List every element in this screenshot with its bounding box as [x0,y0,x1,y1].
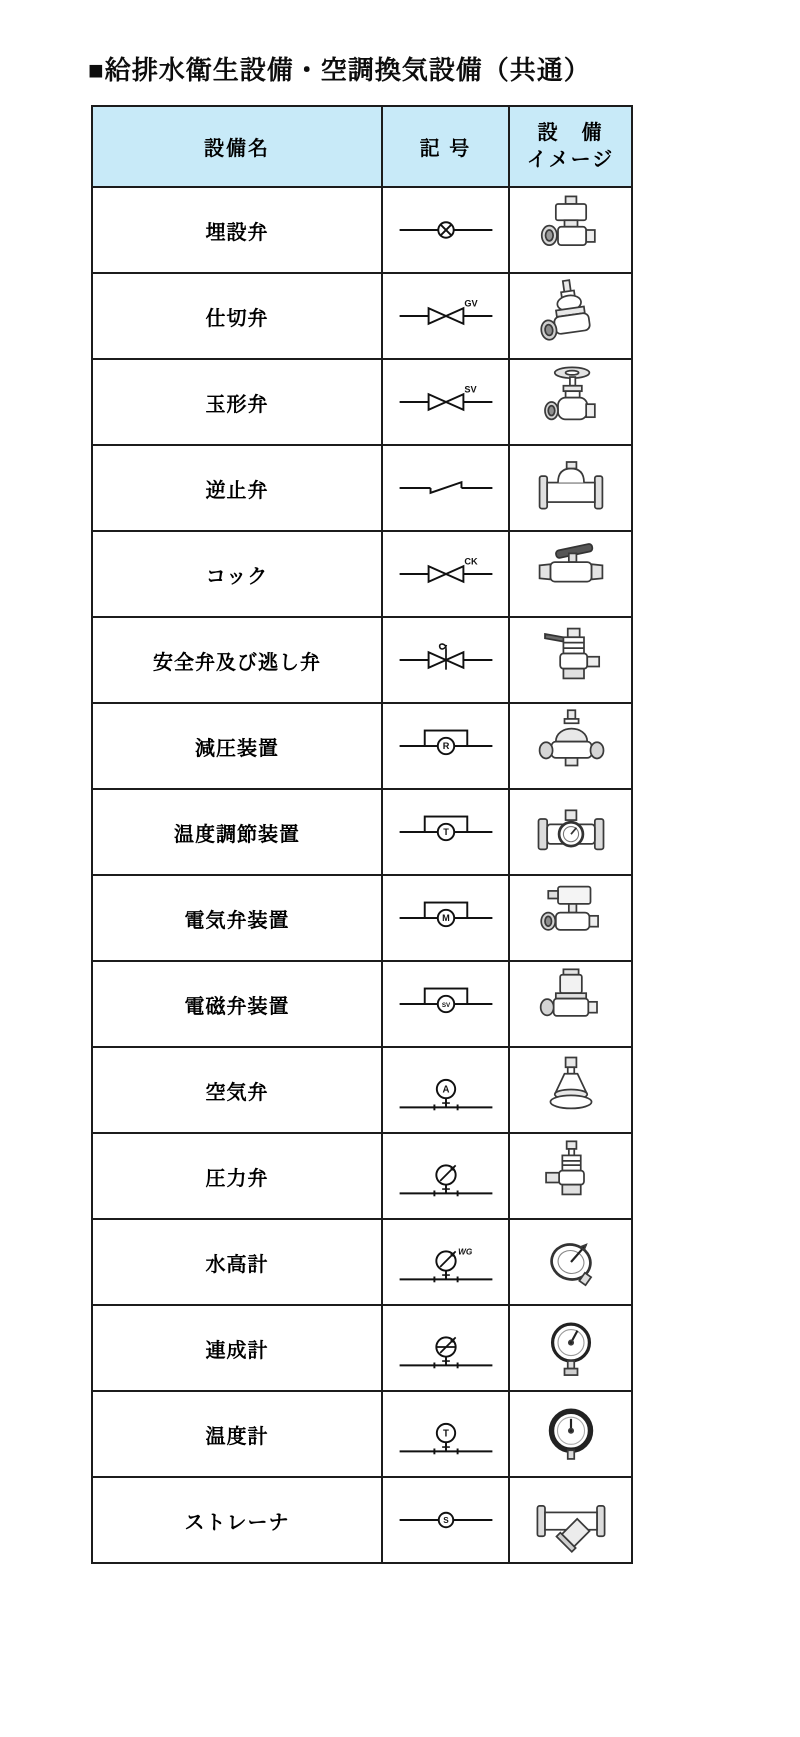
image-cell [509,1219,632,1305]
equipment-name: コック [92,531,382,617]
table-row [92,445,632,531]
bowtie-symbol-icon [388,285,504,347]
gauge-symbol-icon [388,1145,504,1207]
water-height-gauge-icon [532,1223,610,1301]
svg-text:T: T [442,1428,449,1440]
symbol-cell [382,961,509,1047]
pressure-valve-icon [532,1137,610,1215]
header-symbol: 記 号 [382,106,509,187]
symbol-cell [382,531,509,617]
symbol-cell [382,1219,509,1305]
image-cell [509,1305,632,1391]
equipment-symbol-table [91,105,633,1564]
boxed-circle-symbol-icon [388,715,504,777]
equipment-name: 電気弁装置 [92,875,382,961]
table-row [92,1219,632,1305]
table-row [92,187,632,273]
symbol-cell [382,359,509,445]
svg-text:GV: GV [463,298,478,309]
image-cell [509,961,632,1047]
symbol-cell [382,1047,509,1133]
boxed-circle-symbol-icon [388,801,504,863]
check-symbol-icon [388,457,504,519]
table-row [92,531,632,617]
air-valve-icon [532,1051,610,1129]
page-title: ■給排水衛生設備・空調換気設備（共通） [88,55,591,85]
image-cell [509,1477,632,1563]
header-equipment-name: 設備名 [92,106,382,187]
table-row [92,1133,632,1219]
equipment-name: 埋設弁 [92,187,382,273]
symbol-cell [382,789,509,875]
symbol-cell [382,703,509,789]
boxed-circle-symbol-icon [388,887,504,949]
pressure-reducing-valve-icon [532,707,610,785]
buried-valve-icon [532,191,610,269]
table-row [92,1047,632,1133]
image-cell [509,187,632,273]
svg-text:M: M [441,912,450,923]
boxed-circle-symbol-icon [388,973,504,1035]
table-row [92,789,632,875]
symbol-cell [382,875,509,961]
compound-gauge-icon [532,1309,610,1387]
table-row [92,961,632,1047]
symbol-cell [382,187,509,273]
svg-text:A: A [442,1084,449,1096]
table-row [92,1305,632,1391]
table-row [92,359,632,445]
equipment-name: 仕切弁 [92,273,382,359]
solenoid-valve-icon [532,965,610,1043]
svg-text:R: R [442,740,449,751]
image-cell [509,703,632,789]
image-cell [509,273,632,359]
temperature-regulator-icon [532,793,610,871]
equipment-name: 温度計 [92,1391,382,1477]
table-row [92,875,632,961]
svg-text:CK: CK [463,556,478,567]
image-cell [509,617,632,703]
equipment-name: 逆止弁 [92,445,382,531]
symbol-cell [382,1133,509,1219]
symbol-cell [382,1391,509,1477]
strainer-icon [532,1481,610,1559]
table-row [92,1477,632,1563]
equipment-name: 安全弁及び逃し弁 [92,617,382,703]
equipment-name: 玉形弁 [92,359,382,445]
svg-text:S: S [442,1515,449,1525]
image-cell [509,1391,632,1477]
equipment-name: ストレーナ [92,1477,382,1563]
globe-valve-icon [532,363,610,441]
gate-valve-icon [532,277,610,355]
image-cell [509,445,632,531]
table-row [92,273,632,359]
equipment-name: 電磁弁装置 [92,961,382,1047]
header-row [92,106,632,187]
thermometer-icon [532,1395,610,1473]
image-cell [509,531,632,617]
symbol-cell [382,617,509,703]
gauge-symbol-icon [388,1231,504,1293]
motor-valve-icon [532,879,610,957]
stem-circle-symbol-icon [388,1403,504,1465]
cock-valve-icon [532,535,610,613]
svg-text:SV: SV [441,1001,450,1009]
check-valve-icon [532,449,610,527]
symbol-cell [382,445,509,531]
image-cell [509,1133,632,1219]
equipment-name: 連成計 [92,1305,382,1391]
safety-symbol-icon [388,629,504,691]
equipment-name: 減圧装置 [92,703,382,789]
image-cell [509,789,632,875]
table-row [92,617,632,703]
equipment-name: 水高計 [92,1219,382,1305]
safety-valve-icon [532,621,610,699]
image-cell [509,1047,632,1133]
crossed-circle-symbol-icon [388,199,504,261]
equipment-name: 温度調節装置 [92,789,382,875]
bowtie-symbol-icon [388,371,504,433]
bowtie-symbol-icon [388,543,504,605]
equipment-name: 空気弁 [92,1047,382,1133]
gauge-compound-symbol-icon [388,1317,504,1379]
header-image-line1: 設 備 [537,121,604,144]
svg-text:WG: WG [457,1247,472,1257]
symbol-cell [382,1477,509,1563]
table-row [92,703,632,789]
equipment-name: 圧力弁 [92,1133,382,1219]
header-image-line2: イメージ [526,148,615,171]
symbol-cell [382,1305,509,1391]
symbol-cell [382,273,509,359]
table-row [92,1391,632,1477]
image-cell [509,875,632,961]
svg-text:SV: SV [463,384,477,395]
svg-text:T: T [442,826,449,837]
image-cell [509,359,632,445]
header-image [509,106,632,187]
stem-circle-symbol-icon [388,1059,504,1121]
circle-inline-symbol-icon [388,1489,504,1551]
